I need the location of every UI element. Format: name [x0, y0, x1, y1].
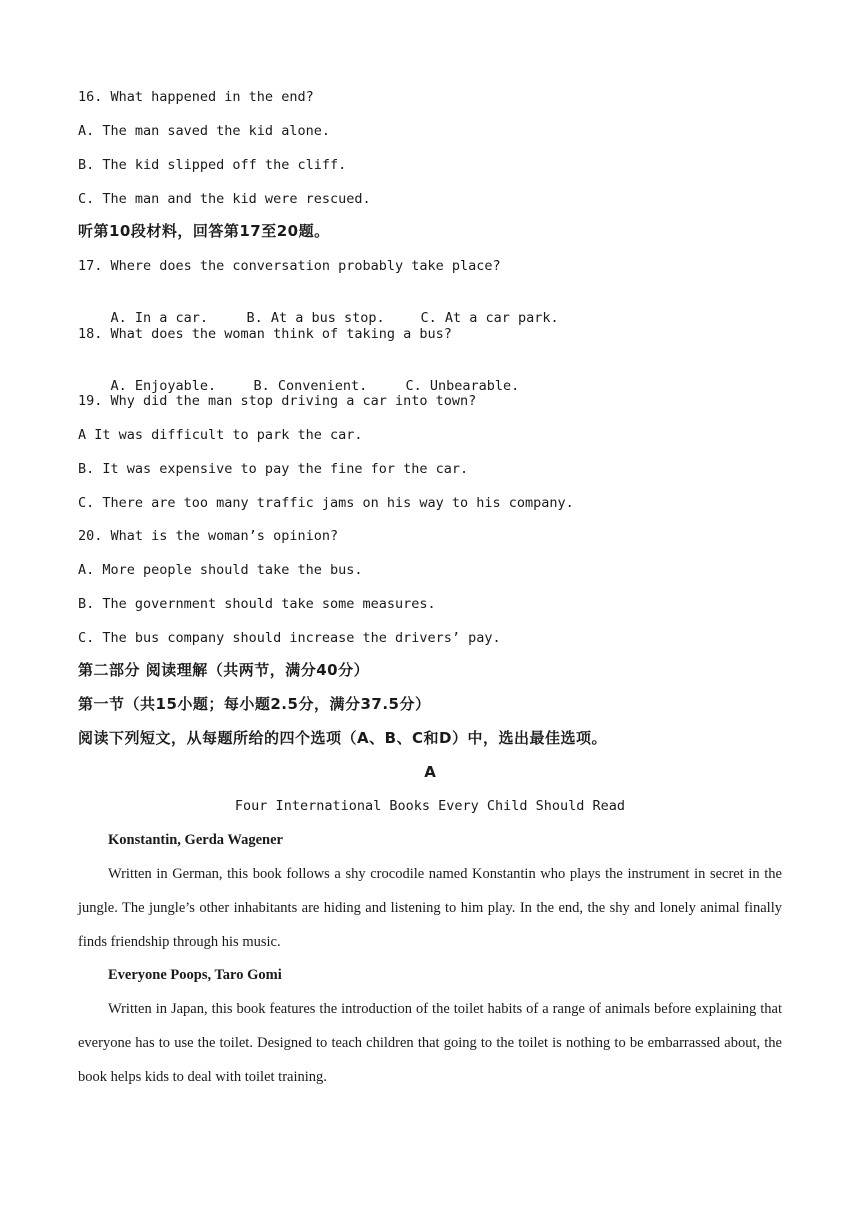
question-20-option-c: C. The bus company should increase the drivers’ pay. [78, 630, 501, 646]
question-20-option-b: B. The government should take some measures. [78, 596, 436, 612]
question-17-stem: 17. Where does the conversation probably take place? [78, 258, 501, 274]
part2-instruction: 阅读下列短文，从每题所给的四个选项（A、B、C和D）中，选出最佳选项。 [78, 729, 608, 747]
question-16-option-b: B. The kid slipped off the cliff. [78, 157, 347, 173]
question-17-option-c: C. At a car park. [420, 310, 559, 326]
question-18-option-b: B. Convenient. [253, 378, 368, 394]
question-19-option-a: A It was difficult to park the car. [78, 427, 363, 443]
question-17-option-b: B. At a bus stop. [246, 310, 385, 326]
part2-section1-heading: 第一节（共15小题；每小题2.5分，满分37.5分） [78, 695, 431, 713]
question-19-option-c: C. There are too many traffic jams on his way to his company. [78, 495, 574, 511]
part2-heading: 第二部分 阅读理解（共两节，满分40分） [78, 661, 370, 679]
question-18-option-a: A. Enjoyable. [110, 378, 217, 394]
question-19-option-b: B. It was expensive to pay the fine for the car. [78, 461, 469, 477]
passage-title: Four International Books Every Child Should Read [234, 798, 626, 814]
book-1-body: Written in German, this book follows a shy crocodile named Konstantin who plays the instrument in secret in the jungle. The jungle’s other inhabitants are hiding and listening to him play. In the end, the shy and lonely animal finally finds friendship through his music. [78, 866, 782, 950]
question-19-stem: 19. Why did the man stop driving a car into town? [78, 393, 477, 409]
question-16-option-c: C. The man and the kid were rescued. [78, 191, 371, 207]
question-16-option-a: A. The man saved the kid alone. [78, 123, 330, 139]
question-18-option-c: C. Unbearable. [405, 378, 520, 394]
book-2-body: Written in Japan, this book features the introduction of the toilet habits of a range of animals before explaining that everyone has to use the toilet. Designed to teach children that going to the toilet is nothing to be embarrassed about, the book helps kids to deal with toilet training. [78, 1001, 782, 1085]
question-20-stem: 20. What is the woman’s opinion? [78, 528, 339, 544]
section-10-instruction: 听第10段材料，回答第17至20题。 [78, 222, 330, 240]
passage-letter: A [424, 763, 436, 781]
question-18-stem: 18. What does the woman think of taking a bus? [78, 326, 452, 342]
question-17-option-a: A. In a car. [110, 310, 209, 326]
book-1-heading: Konstantin, Gerda Wagener [108, 832, 283, 848]
book-2-heading: Everyone Poops, Taro Gomi [108, 967, 282, 983]
question-16-stem: 16. What happened in the end? [78, 89, 314, 105]
question-20-option-a: A. More people should take the bus. [78, 562, 363, 578]
